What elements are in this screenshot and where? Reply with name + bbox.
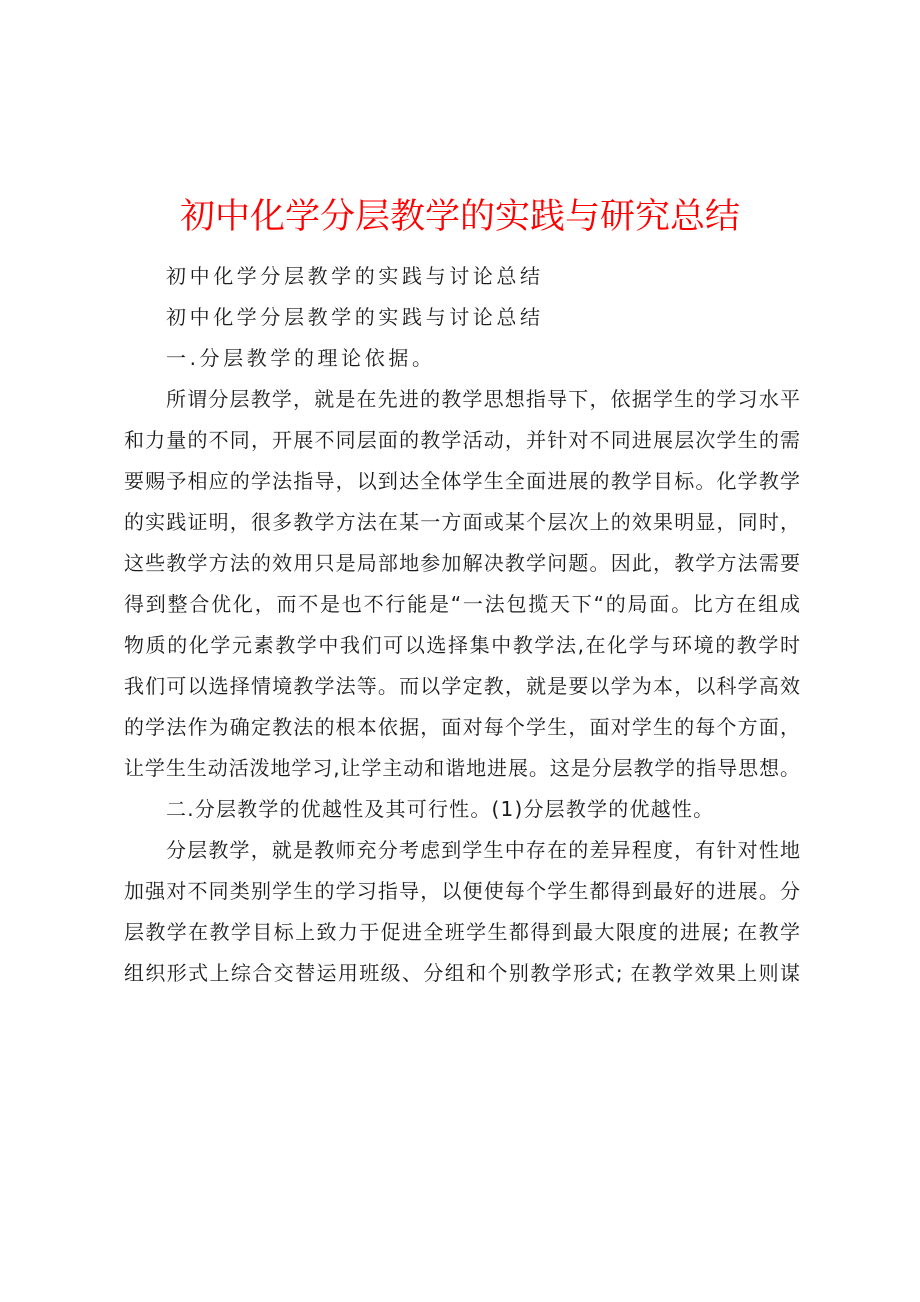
paragraph-line: 层教学在教学目标上致力于促进全班学生都得到最大限度的进展; 在教学	[124, 920, 800, 944]
paragraph-line: 得到整合优化，而不是也不行能是“一法包揽天下“的局面。比方在组成	[124, 592, 800, 616]
paragraph-line: 所谓分层教学，就是在先进的教学思想指导下，依据学生的学习水平	[166, 387, 800, 411]
paragraph-line: 物质的化学元素教学中我们可以选择集中教学法,在化学与环境的教学时	[124, 633, 800, 657]
paragraph-line: 我们可以选择情境教学法等。而以学定教，就是要以学为本，以科学高效	[124, 674, 800, 698]
section-heading: 二.分层教学的优越性及其可行性。(1)分层教学的优越性。	[166, 797, 715, 821]
paragraph-line: 初中化学分层教学的实践与讨论总结	[166, 305, 544, 329]
document-title: 初中化学分层教学的实践与研究总结	[179, 197, 740, 237]
paragraph-line: 的学法作为确定教法的根本依据，面对每个学生，面对学生的每个方面，	[124, 715, 800, 739]
paragraph-line: 的实践证明，很多教学方法在某一方面或某个层次上的效果明显，同时，	[124, 510, 800, 534]
paragraph-line: 要赐予相应的学法指导，以到达全体学生全面进展的教学目标。化学教学	[124, 469, 800, 493]
paragraph-line: 初中化学分层教学的实践与讨论总结	[166, 264, 544, 288]
section-heading: 一.分层教学的理论依据。	[166, 346, 436, 370]
document-body	[124, 256, 800, 994]
paragraph-line: 和力量的不同，开展不同层面的教学活动，并针对不同进展层次学生的需	[124, 428, 800, 452]
paragraph-line: 组织形式上综合交替运用班级、分组和个别教学形式; 在教学效果上则谋	[124, 961, 800, 985]
paragraph-line: 让学生生动活泼地学习,让学主动和谐地进展。这是分层教学的指导思想。	[124, 756, 800, 780]
paragraph-line: 加强对不同类别学生的学习指导，以便使每个学生都得到最好的进展。分	[124, 879, 800, 903]
paragraph-line: 分层教学，就是教师充分考虑到学生中存在的差异程度，有针对性地	[166, 838, 800, 862]
paragraph-line: 这些教学方法的效用只是局部地参加解决教学问题。因此，教学方法需要	[124, 551, 800, 575]
